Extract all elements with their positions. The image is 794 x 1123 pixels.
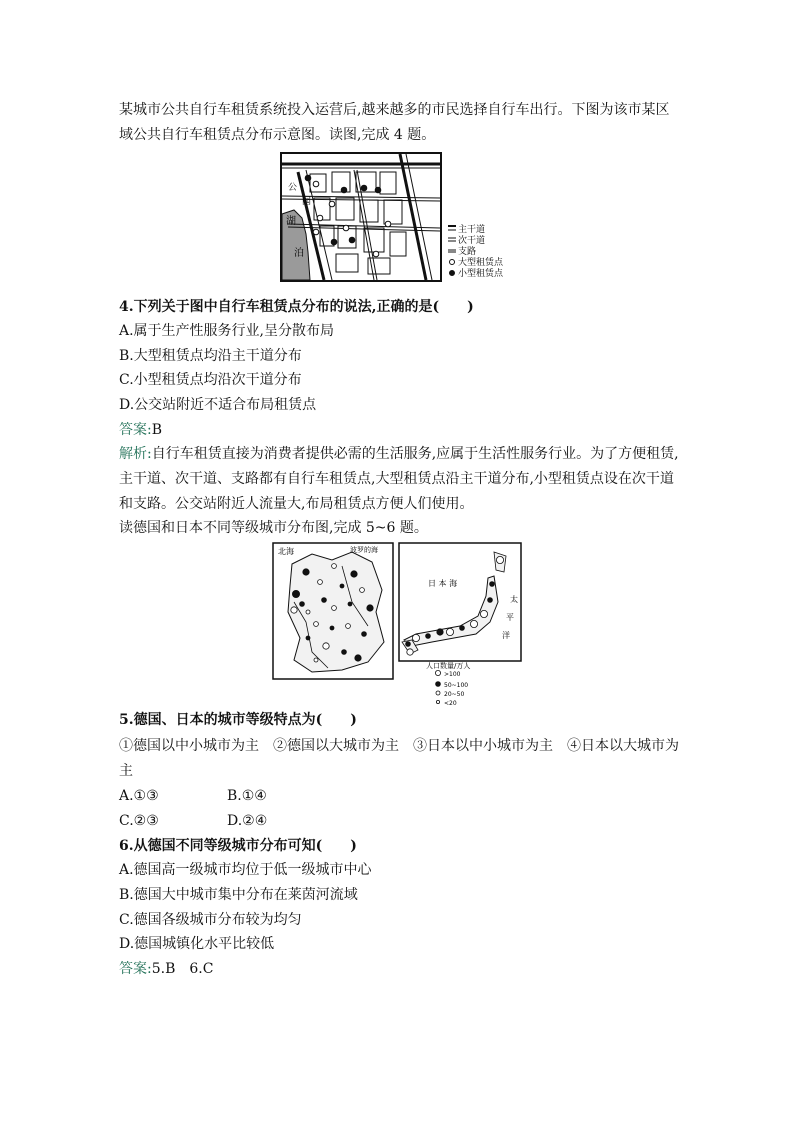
q5-option-c: C.②③ [119,813,159,829]
q4-analysis-3: 和支路。公交站附近人流量大,布局租赁点方便人们使用。 [119,496,474,512]
q6-option-d: D.德国城镇化水平比较低 [119,936,275,952]
north-sea-label: 北海 [278,547,294,556]
q5-option-a: A.①③ [119,788,159,804]
q5-choices-1: ①德国以中小城市为主 ②德国以大城市为主 ③日本以中小城市为主 ④日本以大城市为 [119,738,679,754]
q4-stem: 4.下列关于图中自行车租赁点分布的说法,正确的是( ) [119,299,474,315]
legend-50-100: 50~100 [444,682,469,689]
q6-option-c: C.德国各级城市分布较为均匀 [119,912,302,928]
q5-option-b: B.①④ [227,788,267,804]
legend-20-50: 20~50 [444,691,465,698]
pacific-label-1: 太 [510,595,518,604]
q5-stem: 5.德国、日本的城市等级特点为( ) [119,712,357,728]
japan-map-figure [398,542,522,680]
park-label: 公 [288,183,298,193]
japan-legend-extra [432,680,492,710]
pacific-label-2: 平 [506,613,514,622]
legend-under-20: <20 [444,700,457,707]
rental-map-figure [280,152,520,284]
pacific-label-3: 洋 [502,631,510,640]
rental-map-legend [448,223,504,279]
intro2: 读德国和日本不同等级城市分布图,完成 5~6 题。 [119,520,428,536]
answer-label: 答案: [119,961,152,977]
answer-value: 5.B 6.C [151,961,214,977]
sea-of-japan-label: 日 本 海 [428,579,458,588]
legend-secondary-road: 次干道 [458,236,486,246]
q4-analysis-2: 主干道、次干道、支路都有自行车租赁点,大型租赁点沿主干道分布,小型租赁点设在次干道 [119,471,674,487]
intro-line-1: 某城市公共自行车租赁系统投入运营后,越来越多的市民选择自行车出行。下图为该市某区 [119,102,670,118]
q6-answer [119,959,213,979]
legend-main-road: 主干道 [458,225,486,235]
q4-answer [119,420,162,440]
answer-label: 答案: [119,422,152,438]
q6-option-b: B.德国大中城市集中分布在莱茵河流域 [119,887,358,903]
lake-label-2: 泊 [294,248,304,259]
legend-small-point: 小型租赁点 [458,269,504,279]
intro-line-2: 域公共自行车租赁点分布示意图。读图,完成 4 题。 [119,127,436,143]
analysis-text: 自行车租赁直接为消费者提供必需的生活服务,应属于生活性服务行业。为了方便租赁, [151,446,679,462]
q6-option-a: A.德国高一级城市均位于低一级城市中心 [119,862,372,878]
q4-option-a: A.属于生产性服务行业,呈分散布局 [119,323,335,339]
q6-stem: 6.从德国不同等级城市分布可知( ) [119,838,357,854]
q4-option-b: B.大型租赁点均沿主干道分布 [119,348,302,364]
q4-option-d: D.公交站附近不适合布局租赁点 [119,397,317,413]
answer-value: B [151,422,163,438]
analysis-label: 解析: [119,446,152,462]
legend-over-100: >100 [444,671,461,678]
q5-choices-2: 主 [119,763,133,779]
q5-option-d: D.②④ [227,813,268,829]
lake-label: 湖 [286,216,296,227]
q4-analysis-1 [119,444,679,464]
park-label-2: 园 [302,197,312,207]
population-legend-title: 人口数量/万人 [426,662,471,670]
legend-large-point: 大型租赁点 [458,258,504,268]
q4-option-c: C.小型租赁点均沿次干道分布 [119,372,302,388]
germany-map-figure [272,542,394,680]
legend-branch-road: 支路 [458,247,477,257]
baltic-sea-label: 波罗的海 [350,546,378,554]
